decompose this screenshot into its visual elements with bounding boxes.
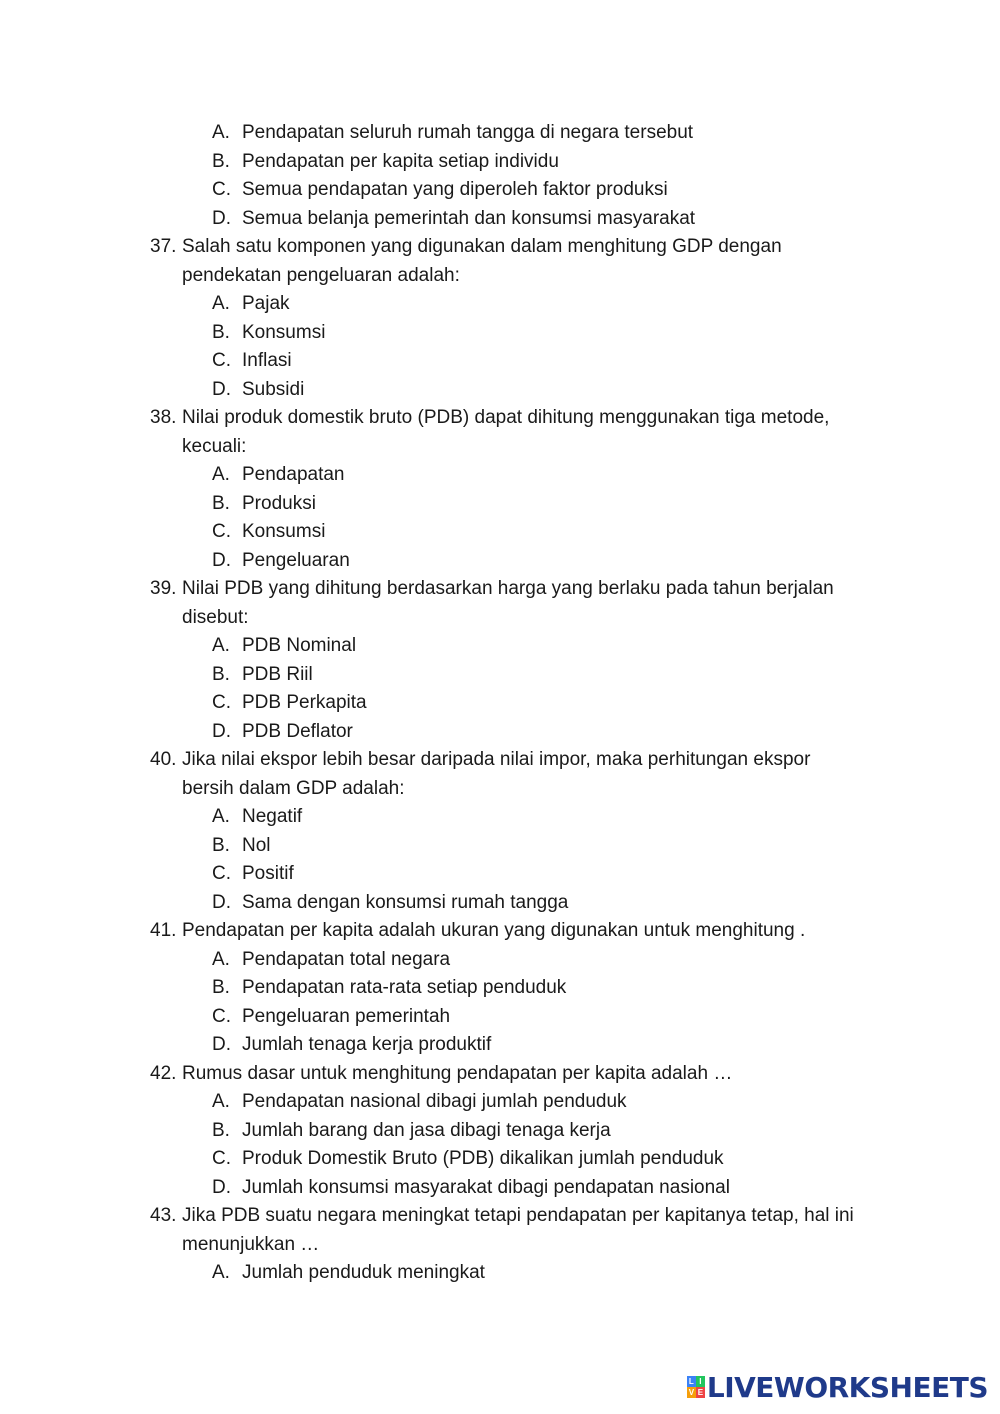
question-line — [0, 233, 1000, 262]
option-text: Produksi — [242, 492, 316, 514]
option-text: Pendapatan per kapita setiap individu — [242, 150, 559, 172]
option-letter: A. — [212, 948, 230, 970]
option-letter: C. — [212, 692, 231, 713]
option-line[interactable] — [0, 974, 1000, 1003]
option-text: Pendapatan rata-rata setiap penduduk — [242, 977, 567, 998]
question-line — [0, 404, 1000, 433]
logo-mark-cell: L — [687, 1376, 696, 1387]
question-text: Jika PDB suatu negara meningkat tetapi pendapatan per kapitanya tetap, hal ini — [182, 1205, 854, 1226]
option-line[interactable] — [0, 1117, 1000, 1146]
option-text: Pendapatan total negara — [242, 948, 451, 970]
option-line[interactable] — [0, 803, 1000, 832]
option-letter: B. — [212, 663, 230, 685]
question-line — [0, 917, 1000, 946]
option-text: Pendapatan nasional dibagi jumlah penduduk — [242, 1091, 627, 1112]
option-letter: A. — [212, 806, 230, 827]
option-letter: A. — [212, 1091, 230, 1112]
option-text: Jumlah penduduk meningkat — [242, 1262, 485, 1283]
question-text: Salah satu komponen yang digunakan dalam menghitung GDP dengan — [182, 236, 782, 257]
logo-mark-icon — [687, 1376, 705, 1398]
option-line[interactable] — [0, 319, 1000, 348]
option-line[interactable] — [0, 689, 1000, 718]
option-text: Sama dengan konsumsi rumah tangga — [242, 891, 569, 913]
option-line[interactable] — [0, 547, 1000, 576]
option-line[interactable] — [0, 376, 1000, 405]
option-letter: D. — [212, 549, 231, 571]
option-letter: C. — [212, 350, 231, 371]
option-letter: B. — [212, 150, 230, 172]
option-text: Pendapatan — [242, 464, 345, 485]
option-letter: B. — [212, 492, 230, 514]
option-text: Nol — [242, 834, 271, 856]
logo-mark-cell: E — [697, 1388, 704, 1397]
question-number: 39. — [150, 578, 177, 599]
option-line[interactable] — [0, 1003, 1000, 1032]
option-line[interactable] — [0, 889, 1000, 918]
option-text: Inflasi — [242, 350, 292, 371]
option-text: Pajak — [242, 293, 290, 314]
option-line[interactable] — [0, 1174, 1000, 1203]
option-letter: C. — [212, 521, 231, 542]
option-text: Negatif — [242, 806, 303, 827]
question-number: 42. — [150, 1062, 177, 1084]
option-line[interactable] — [0, 632, 1000, 661]
option-text: Produk Domestik Bruto (PDB) dikalikan jumlah penduduk — [242, 1148, 724, 1169]
logo-mark-cell: I — [696, 1376, 705, 1387]
option-letter: D. — [212, 207, 231, 229]
option-letter: D. — [212, 378, 231, 400]
question-text: disebut: — [182, 606, 249, 628]
option-line[interactable] — [0, 832, 1000, 861]
option-text: Konsumsi — [242, 521, 326, 542]
question-number: 38. — [150, 407, 177, 428]
question-text: menunjukkan … — [182, 1233, 320, 1255]
option-text: Jumlah tenaga kerja produktif — [242, 1034, 492, 1055]
option-letter: C. — [212, 1148, 231, 1169]
option-letter: C. — [212, 863, 231, 884]
question-number: 43. — [150, 1205, 177, 1226]
option-text: PDB Riil — [242, 663, 313, 685]
question-line — [0, 1231, 1000, 1260]
option-line[interactable] — [0, 176, 1000, 205]
question-text: Pendapatan per kapita adalah ukuran yang digunakan untuk menghitung . — [182, 920, 806, 941]
option-line[interactable] — [0, 490, 1000, 519]
option-letter: A. — [212, 1262, 230, 1283]
option-text: Semua belanja pemerintah dan konsumsi masyarakat — [242, 207, 696, 229]
question-line — [0, 775, 1000, 804]
question-text: Jika nilai ekspor lebih besar daripada nilai impor, maka perhitungan ekspor — [182, 749, 811, 770]
question-line — [0, 262, 1000, 291]
option-line[interactable] — [0, 347, 1000, 376]
question-line — [0, 575, 1000, 604]
option-letter: B. — [212, 977, 230, 998]
option-text: Pengeluaran pemerintah — [242, 1005, 451, 1027]
question-number: 37. — [150, 236, 177, 257]
worksheet-content — [0, 119, 1000, 1288]
option-text: PDB Perkapita — [242, 692, 367, 713]
question-line — [0, 433, 1000, 462]
option-letter: A. — [212, 122, 230, 143]
option-line[interactable] — [0, 1088, 1000, 1117]
option-line[interactable] — [0, 661, 1000, 690]
question-text: bersih dalam GDP adalah: — [182, 777, 405, 799]
option-line[interactable] — [0, 860, 1000, 889]
option-text: Subsidi — [242, 378, 305, 400]
option-letter: A. — [212, 635, 230, 656]
option-letter: B. — [212, 321, 230, 343]
option-line[interactable] — [0, 461, 1000, 490]
option-text: PDB Nominal — [242, 635, 357, 656]
question-line — [0, 604, 1000, 633]
option-text: Semua pendapatan yang diperoleh faktor produksi — [242, 179, 668, 200]
question-number: 41. — [150, 920, 177, 941]
option-letter: D. — [212, 720, 231, 742]
option-letter: B. — [212, 1119, 230, 1141]
option-letter: A. — [212, 293, 230, 314]
question-text: Nilai produk domestik bruto (PDB) dapat dihitung menggunakan tiga metode, — [182, 407, 830, 428]
option-letter: D. — [212, 1176, 231, 1198]
option-letter: C. — [212, 179, 231, 200]
option-line[interactable] — [0, 718, 1000, 747]
logo-mark-cell: V — [688, 1388, 695, 1397]
option-text: PDB Deflator — [242, 720, 353, 742]
option-text: Pengeluaran — [242, 549, 350, 571]
option-letter: C. — [212, 1005, 231, 1027]
option-letter: D. — [212, 1034, 231, 1055]
option-line[interactable] — [0, 205, 1000, 234]
option-text: Jumlah konsumsi masyarakat dibagi pendapatan nasional — [242, 1176, 730, 1198]
option-line[interactable] — [0, 946, 1000, 975]
question-text: Rumus dasar untuk menghitung pendapatan per kapita adalah … — [182, 1062, 733, 1084]
logo-text: LIVEWORKSHEETS — [706, 1370, 988, 1404]
option-line[interactable] — [0, 1145, 1000, 1174]
option-line[interactable] — [0, 148, 1000, 177]
question-line — [0, 746, 1000, 775]
option-line[interactable] — [0, 290, 1000, 319]
option-text: Positif — [242, 863, 294, 884]
liveworksheets-logo[interactable] — [687, 1370, 988, 1404]
option-letter: A. — [212, 464, 230, 485]
question-line — [0, 1060, 1000, 1089]
option-text: Pendapatan seluruh rumah tangga di negara tersebut — [242, 122, 694, 143]
question-text: pendekatan pengeluaran adalah: — [182, 264, 460, 286]
question-line — [0, 1202, 1000, 1231]
option-line[interactable] — [0, 119, 1000, 148]
option-letter: B. — [212, 834, 230, 856]
option-line[interactable] — [0, 1031, 1000, 1060]
option-letter: D. — [212, 891, 231, 913]
option-line[interactable] — [0, 518, 1000, 547]
option-text: Jumlah barang dan jasa dibagi tenaga kerja — [242, 1119, 611, 1141]
question-text: Nilai PDB yang dihitung berdasarkan harga yang berlaku pada tahun berjalan — [182, 578, 834, 599]
option-text: Konsumsi — [242, 321, 326, 343]
question-number: 40. — [150, 749, 177, 770]
option-line[interactable] — [0, 1259, 1000, 1288]
question-text: kecuali: — [182, 435, 247, 457]
